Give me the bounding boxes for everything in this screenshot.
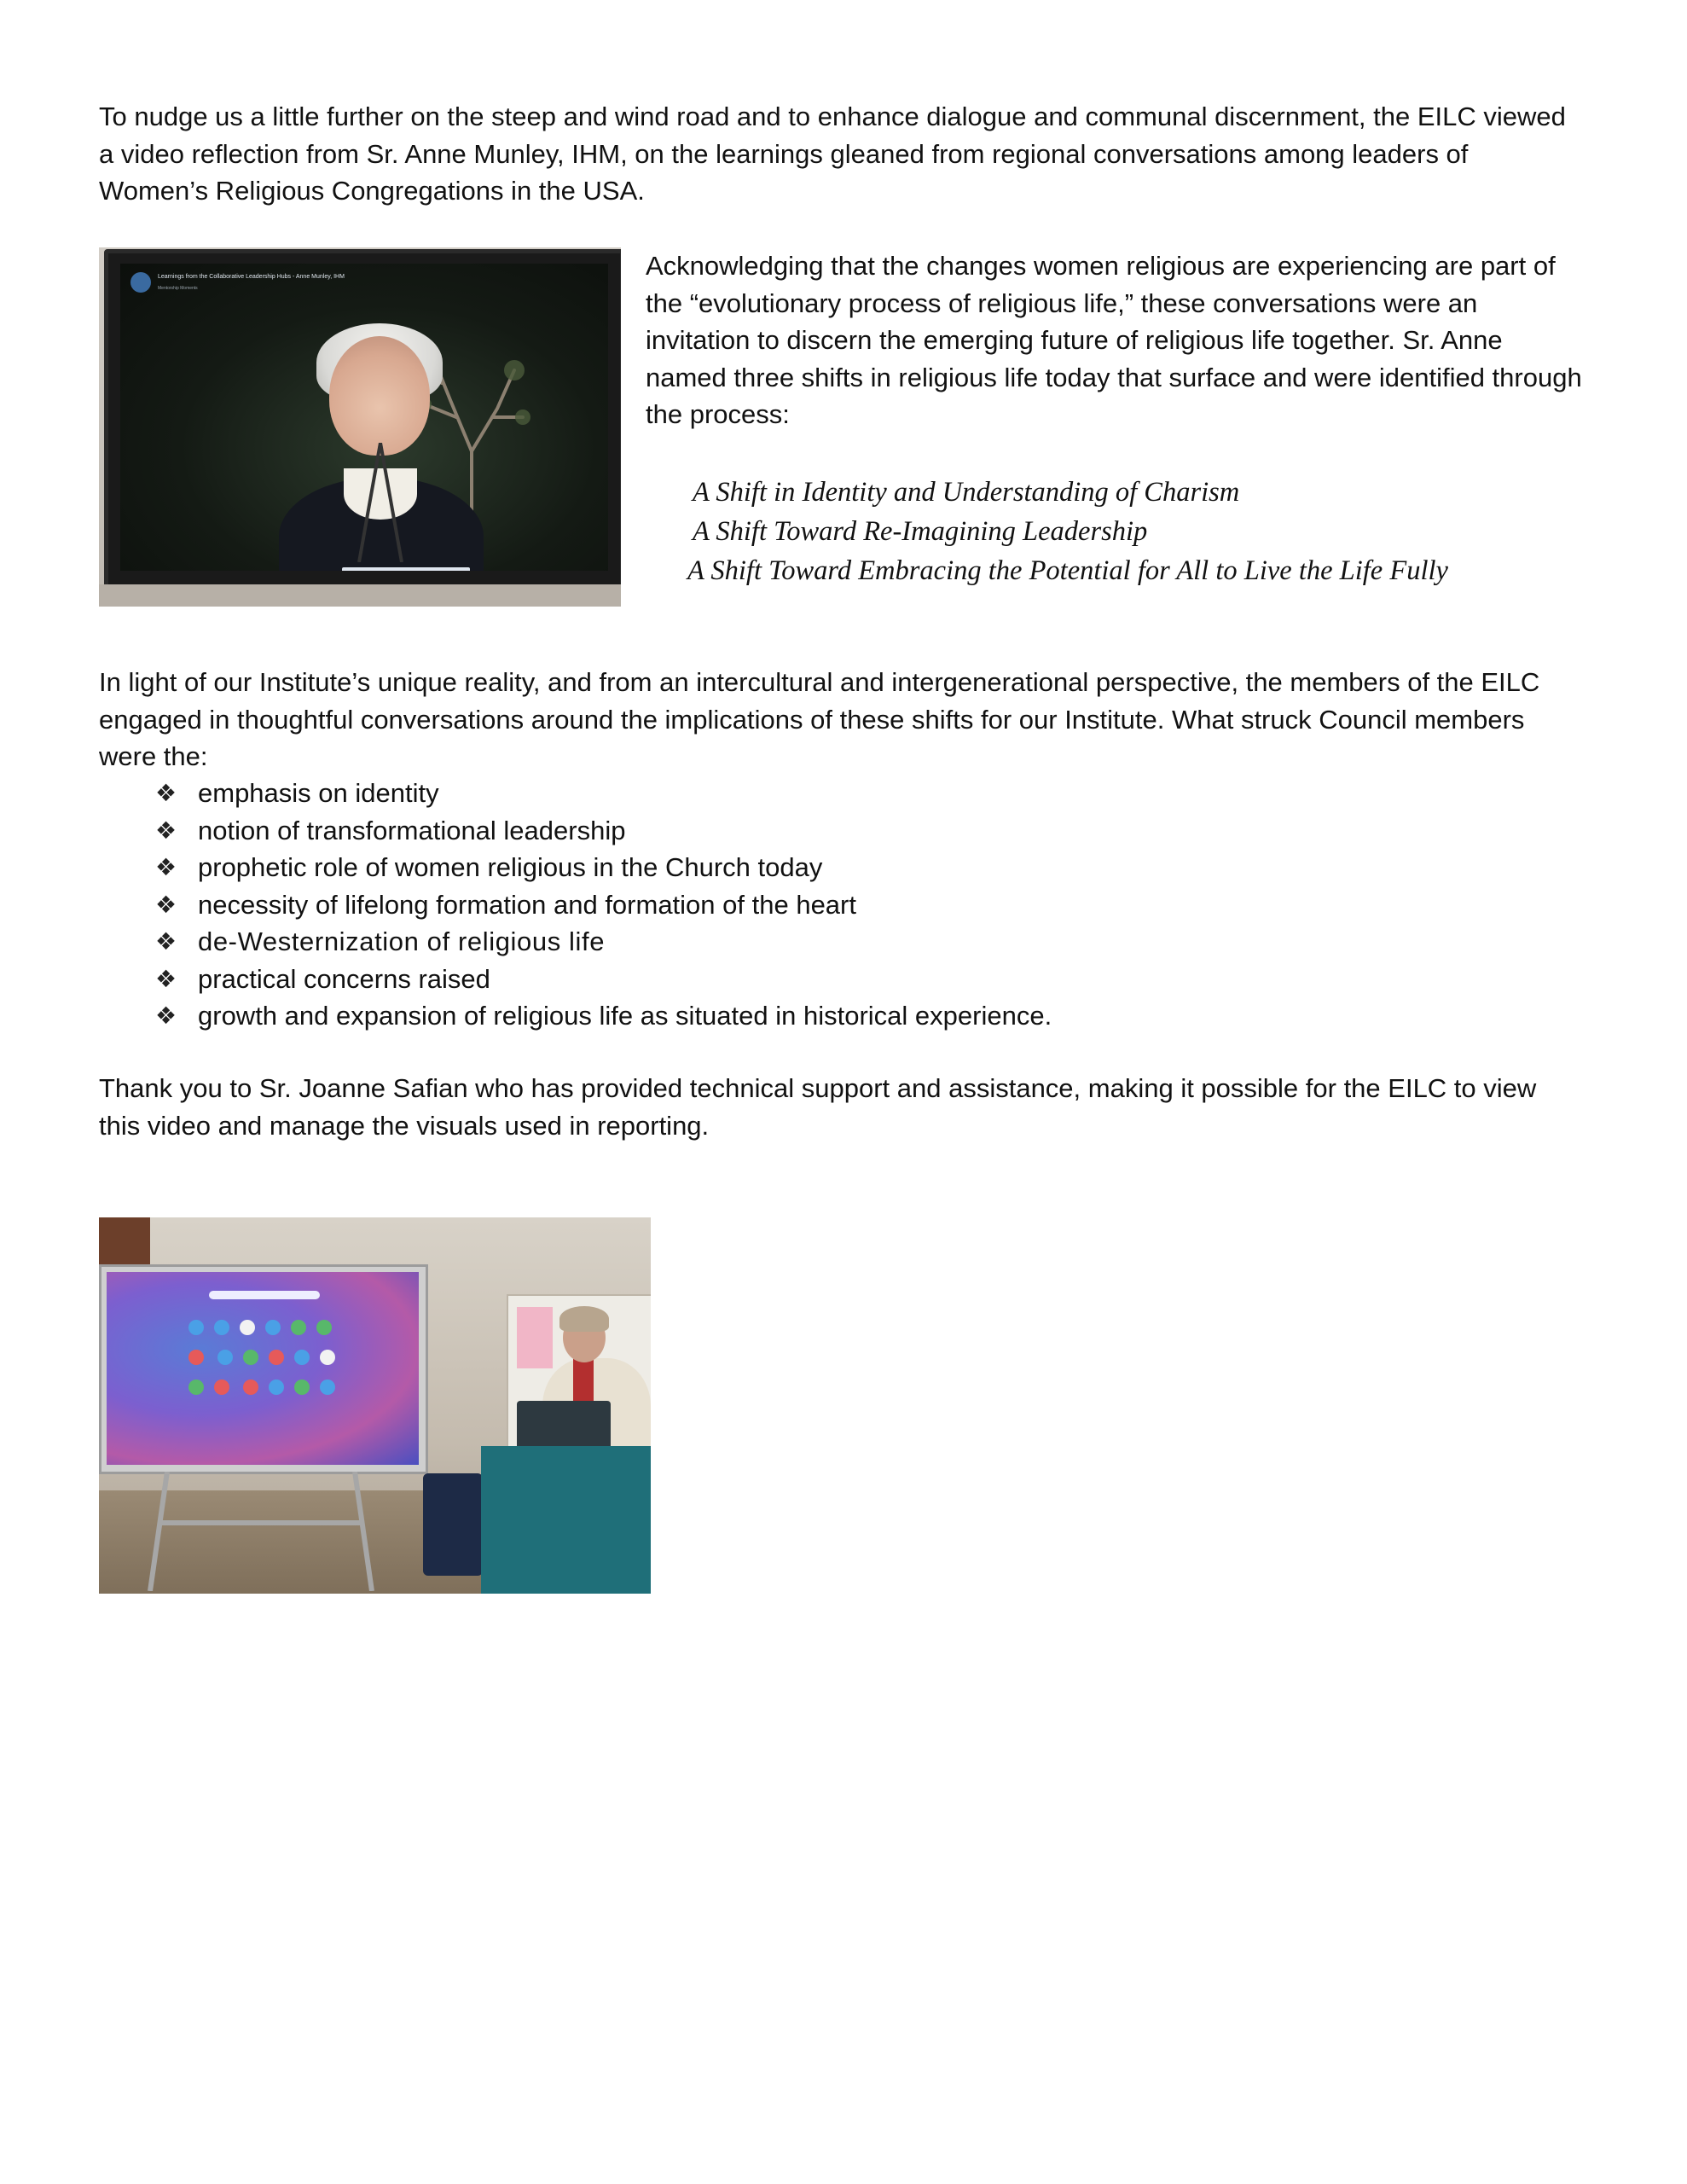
intro-paragraph: To nudge us a little further on the steep and wind road and to enhance dialogue and communal discernment, the EILC viewed a video reflection from Sr. Anne Munley, IHM, on the learnings gleaned from regional conversations among leaders of Women’s Religious Congregations in the USA. [99, 102, 1566, 206]
app-icon [265, 1320, 281, 1335]
laptop [517, 1401, 611, 1452]
presenter-hair [559, 1306, 609, 1332]
video-title: Learnings from the Collaborative Leadership Hubs - Anne Munley, IHM [158, 274, 345, 280]
app-icon [214, 1320, 229, 1335]
app-icon [188, 1320, 204, 1335]
shift-item: A Shift Toward Embracing the Potential for All to Live the Life Fully [687, 555, 1448, 586]
presenter-scarf [573, 1358, 594, 1401]
podium [481, 1446, 651, 1594]
shifts-list [687, 473, 1545, 590]
list-item: ❖ de-Westernization of religious life [155, 923, 1052, 961]
app-icon [243, 1350, 258, 1365]
list-item: ❖ growth and expansion of religious life as situated in historical experience. [155, 997, 1052, 1035]
video-screen [120, 264, 608, 571]
video-subtitle: Mentorship Moments [158, 286, 198, 291]
video-controls-bar [342, 567, 470, 571]
acknowledging-paragraph: Acknowledging that the changes women religious are experiencing are part of the “evolutionary process of religious life,” these conversations were an invitation to discern the emerging future of religious life together. Sr. Anne named three shifts in religious life today that surface and were identified through the process: [646, 251, 1582, 429]
display-screen [99, 1264, 428, 1474]
app-icon [269, 1380, 284, 1395]
shift-item: A Shift in Identity and Understanding of Charism [693, 477, 1240, 508]
app-icon [320, 1380, 335, 1395]
app-icon [316, 1320, 332, 1335]
list-item: ❖ notion of transformational leadership [155, 812, 1052, 850]
shift-item: A Shift Toward Re-Imagining Leadership [693, 516, 1148, 547]
list-item: ❖ practical concerns raised [155, 961, 1052, 998]
app-icon [320, 1350, 335, 1365]
display-stand [125, 1472, 397, 1591]
app-icon [188, 1380, 204, 1395]
search-bar [209, 1291, 320, 1299]
video-screen-photo [99, 247, 621, 607]
app-icon [217, 1350, 233, 1365]
list-item: ❖ prophetic role of women religious in the Church today [155, 849, 1052, 886]
app-icon [294, 1380, 310, 1395]
diamond-bullet-icon: ❖ [155, 890, 177, 919]
diamond-bullet-icon: ❖ [155, 779, 177, 807]
app-icons-grid [183, 1315, 354, 1404]
app-icon [291, 1320, 306, 1335]
app-icon [294, 1350, 310, 1365]
app-icon [214, 1380, 229, 1395]
microphone-icon [351, 443, 410, 562]
chair [423, 1473, 483, 1576]
diamond-bullet-icon: ❖ [155, 927, 177, 956]
diamond-bullet-icon: ❖ [155, 964, 177, 993]
tv-frame [104, 249, 621, 589]
video-logo-icon [130, 272, 151, 293]
app-icon [269, 1350, 284, 1365]
thanks-paragraph: Thank you to Sr. Joanne Safian who has provided technical support and assistance, making it possible for the EILC to view this video and manage the visuals used in reporting. [99, 1073, 1537, 1141]
classroom-photo [99, 1217, 651, 1594]
app-icon [243, 1380, 258, 1395]
poster [517, 1307, 553, 1368]
struck-list [155, 775, 1052, 1035]
speaker-face [329, 336, 430, 456]
in-light-paragraph: In light of our Institute’s unique reality, and from an intercultural and intergenerational perspective, the members of the EILC engaged in thoughtful conversations around the implications of these shifts for our Institute. What struck Council members were the: [99, 667, 1540, 771]
diamond-bullet-icon: ❖ [155, 853, 177, 881]
diamond-bullet-icon: ❖ [155, 1002, 177, 1030]
list-item: ❖ emphasis on identity [155, 775, 1052, 812]
app-icon [188, 1350, 204, 1365]
diamond-bullet-icon: ❖ [155, 816, 177, 845]
list-item: ❖ necessity of lifelong formation and formation of the heart [155, 886, 1052, 924]
app-icon [240, 1320, 255, 1335]
